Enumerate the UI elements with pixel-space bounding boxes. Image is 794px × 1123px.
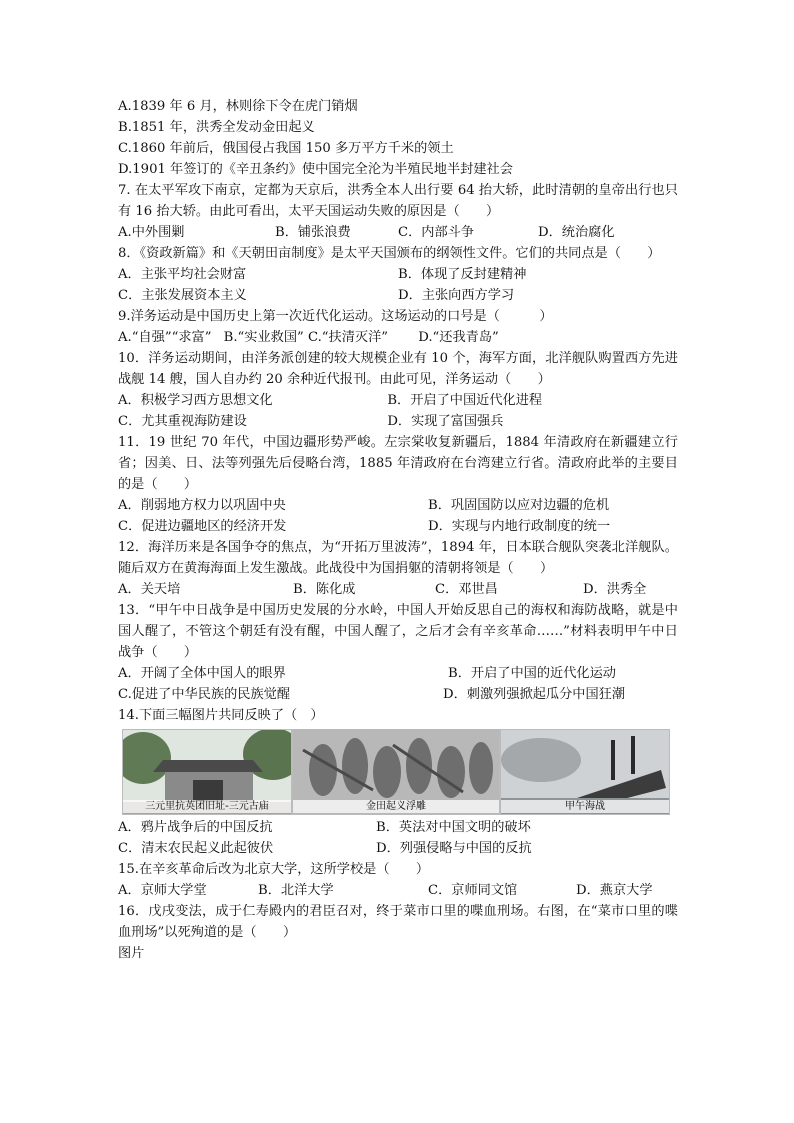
q10-option-a[interactable]: A．积极学习西方思想文化 xyxy=(118,393,273,408)
question-14-options-row1 xyxy=(118,817,678,838)
option-a-line: A.1839 年 6 月，林则徐下令在虎门销烟 xyxy=(118,99,358,114)
q8-option-c[interactable]: C．主张发展资本主义 xyxy=(118,288,247,303)
q7-option-a[interactable]: A.中外围剿 xyxy=(118,225,185,240)
jintian-relief-photo xyxy=(292,729,500,815)
q15-option-a[interactable]: A．京师大学堂 xyxy=(118,883,207,898)
q11-option-b[interactable]: B．巩固国防以应对边疆的危机 xyxy=(428,498,610,513)
q13-option-b[interactable]: B．开启了中国的近代化运动 xyxy=(448,666,616,681)
q12-option-d[interactable]: D．洪秀全 xyxy=(583,582,647,597)
q11-option-c[interactable]: C．促进边疆地区的经济开发 xyxy=(118,519,287,534)
option-b-line: B.1851 年，洪秀全发动金田起义 xyxy=(118,120,315,135)
q8-option-d[interactable]: D．主张向西方学习 xyxy=(398,288,515,303)
q13-option-d[interactable]: D．刺激列强掀起瓜分中国狂潮 xyxy=(443,687,626,702)
q10-option-d[interactable]: D．实现了富国强兵 xyxy=(387,414,504,429)
question-7-options xyxy=(118,222,678,243)
option-d-line: D.1901 年签订的《辛丑条约》使中国完全沦为半殖民地半封建社会 xyxy=(118,162,513,177)
q14-option-a[interactable]: A．鸦片战争后的中国反抗 xyxy=(118,820,273,835)
question-12-stem: 12．海洋历来是各国争夺的焦点，为“开拓万里波涛”，1894 年，日本联合舰队突袭北洋舰队。随后双方在黄海海面上发生激战。此战役中为国捐躯的清朝将领是（ ） xyxy=(118,540,678,576)
q10-option-c[interactable]: C．尤其重视海防建设 xyxy=(118,414,247,429)
question-11-options-row2 xyxy=(118,516,678,537)
question-11-stem: 11．19 世纪 70 年代，中国边疆形势严峻。左宗棠收复新疆后，1884 年清政府在新疆建立行省；因美、日、法等列强先后侵略台湾，1885 年清政府在台湾建立行省。清政府此举的主要目的是（ ） xyxy=(118,435,678,492)
q15-option-b[interactable]: B．北洋大学 xyxy=(258,883,334,898)
jiawu-battle-photo xyxy=(500,729,670,815)
q12-option-a[interactable]: A．关天培 xyxy=(118,582,181,597)
question-10-stem: 10．洋务运动期间，由洋务派创建的较大规模企业有 10 个，海军方面，北洋舰队购置西方先进战舰 14 艘，国人自办约 20 余种近代报刊。由此可见，洋务运动（ ） xyxy=(118,351,678,387)
question-16-stem: 16．戊戌变法，成于仁寿殿内的君臣召对，终于菜市口里的喋血刑场。右图，在“菜市口里的喋血刑场”以死殉道的是（ ） xyxy=(118,904,678,940)
question-13-options-row1 xyxy=(118,663,678,684)
q14-option-d[interactable]: D．列强侵略与中国的反抗 xyxy=(376,841,532,856)
question-9-options xyxy=(118,327,678,348)
q15-option-c[interactable]: C．京师同文馆 xyxy=(428,883,518,898)
q7-option-c[interactable]: C．内部斗争 xyxy=(398,225,475,240)
q7-option-d[interactable]: D．统治腐化 xyxy=(538,225,615,240)
q9-option-c[interactable]: C.“扶清灭洋” xyxy=(307,330,389,345)
sanyuanli-temple-photo xyxy=(122,729,292,815)
q9-option-d[interactable]: D.“还我青岛” xyxy=(418,330,499,345)
q8-option-b[interactable]: B．体现了反封建精神 xyxy=(398,267,527,282)
q8-option-a[interactable]: A．主张平均社会财富 xyxy=(118,267,247,282)
q11-option-d[interactable]: D．实现与内地行政制度的统一 xyxy=(428,519,611,534)
q13-option-c[interactable]: C.促进了中华民族的民族觉醒 xyxy=(118,687,291,702)
question-11-options-row1 xyxy=(118,495,678,516)
caption-jiawu: 甲午海战 xyxy=(501,800,669,813)
question-12-options xyxy=(118,579,678,600)
question-16-image-label: 图片 xyxy=(118,946,145,961)
caption-sanyuanli: 三元里抗英团旧址-三元古庙 xyxy=(123,800,291,813)
question-8-options-row2 xyxy=(118,285,678,306)
caption-jintian: 金田起义浮雕 xyxy=(293,800,499,813)
q7-option-b[interactable]: B．铺张浪费 xyxy=(275,225,351,240)
question-15-stem: 15.在辛亥革命后改为北京大学，这所学校是（ ） xyxy=(118,862,430,877)
q10-option-b[interactable]: B．开启了中国近代化进程 xyxy=(387,393,543,408)
q13-option-a[interactable]: A．开阔了全体中国人的眼界 xyxy=(118,666,286,681)
q9-option-a[interactable]: A.“自强”“求富” xyxy=(118,330,212,345)
option-c-line: C.1860 年前后，俄国侵占我国 150 多万平方千米的领土 xyxy=(118,141,454,156)
question-10-options-row1 xyxy=(118,390,678,411)
q14-option-c[interactable]: C．清末农民起义此起彼伏 xyxy=(118,841,274,856)
question-9-stem: 9.洋务运动是中国历史上第一次近代化运动。这场运动的口号是（ ） xyxy=(118,309,553,324)
question-8-options-row1 xyxy=(118,264,678,285)
question-13-options-row2 xyxy=(118,684,678,705)
question-14-stem: 14.下面三幅图片共同反映了（ ） xyxy=(118,708,324,723)
q11-option-a[interactable]: A．削弱地方权力以巩固中央 xyxy=(118,498,286,513)
question-14-options-row2 xyxy=(118,838,678,859)
question-8-stem: 8．《资政新篇》和《天朝田亩制度》是太平天国颁布的纲领性文件。它们的共同点是（ ） xyxy=(118,246,661,261)
exam-page xyxy=(118,96,678,964)
question-13-stem: 13．“甲午中日战争是中国历史发展的分水岭，中国人开始反思自己的海权和海防战略，就是中国人醒了，不管这个朝廷有没有醒，中国人醒了，之后才会有辛亥革命……”材料表明甲午中日战争（ ） xyxy=(118,603,678,660)
q12-option-c[interactable]: C．邓世昌 xyxy=(435,582,498,597)
q14-option-b[interactable]: B．英法对中国文明的破坏 xyxy=(376,820,531,835)
q15-option-d[interactable]: D．燕京大学 xyxy=(576,883,653,898)
question-14-pictures xyxy=(122,729,678,815)
question-15-options xyxy=(118,880,678,901)
question-10-options-row2 xyxy=(118,411,678,432)
q9-option-b[interactable]: B.“实业救国” xyxy=(223,330,304,345)
question-7-stem: 7. 在太平军攻下南京，定都为天京后，洪秀全本人出行要 64 抬大轿，此时清朝的皇帝出行也只有 16 抬大轿。由此可看出，太平天国运动失败的原因是（ ） xyxy=(118,183,678,219)
q12-option-b[interactable]: B．陈化成 xyxy=(293,582,356,597)
